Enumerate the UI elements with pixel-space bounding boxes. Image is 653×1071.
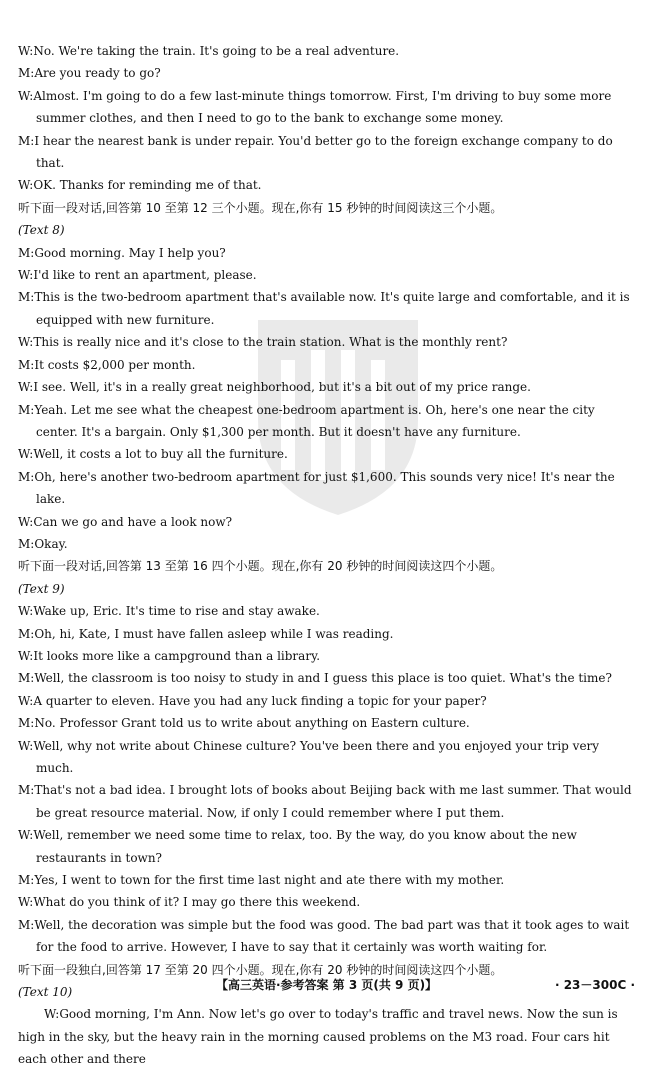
dialogue-line: W:I see. Well, it's in a really great neighborhood, but it's a bit out of my price range. xyxy=(18,380,531,395)
footer-page-info: 【高三英语·参考答案 第 3 页(共 9 页)】 xyxy=(215,978,438,992)
page-footer xyxy=(0,972,653,1002)
dialogue-line: M:Yeah. Let me see what the cheapest one-bedroom apartment is. Oh, here's one near the city center. It's a bargain. Only $1,300 per month. But it doesn't have any furniture. xyxy=(18,402,595,439)
footer-code: · 23－300C · xyxy=(554,978,635,992)
dialogue-line: M:Well, the decoration was simple but the food was good. The bad part was that it took ages to wait for the food to arrive. However, I have to say that it certainly was worth waiting for. xyxy=(18,917,630,955)
dialogue-line: M:Oh, here's another two-bedroom apartment for just $1,600. This sounds very nice! It's near the lake. xyxy=(18,469,615,507)
text-label: (Text 9) xyxy=(18,581,65,596)
dialogue-line: W:What do you think of it? I may go there this weekend. xyxy=(18,895,361,910)
dialogue-line: W:I'd like to rent an apartment, please. xyxy=(18,268,257,283)
dialogue-line: M:Okay. xyxy=(18,536,68,551)
dialogue-line: M:Oh, hi, Kate, I must have fallen asleep while I was reading. xyxy=(18,626,394,641)
dialogue-line: W:Can we go and have a look now? xyxy=(18,514,233,529)
dialogue-line: W:This is really nice and it's close to the train station. What is the monthly rent? xyxy=(18,335,508,350)
dialogue-line: W:No. We're taking the train. It's going to be a real adventure. xyxy=(18,44,400,58)
dialogue-line: M:Well, the classroom is too noisy to study in and I guess this place is too quiet. What's the time? xyxy=(18,671,612,686)
text-label: (Text 8) xyxy=(18,223,65,238)
instruction-line: 听下面一段对话,回答第 13 至第 16 四个小题。现在,你有 20 秒钟的时间阅读这四个小题。 xyxy=(18,559,503,574)
dialogue-line: W:OK. Thanks for reminding me of that. xyxy=(18,178,262,193)
dialogue-line: M:Are you ready to go? xyxy=(18,66,161,81)
monologue-paragraph: W:Good morning, I'm Ann. Now let's go over to today's traffic and travel news. Now the sun is high in the sky, but the heavy rain in the morning caused problems on the M3 road. Four cars hit each other and there xyxy=(18,1007,618,1067)
dialogue-line: W:Almost. I'm going to do a few last-minute things tomorrow. First, I'm driving to buy some more summer clothes, and then I need to go to the bank to exchange some money. xyxy=(18,88,612,126)
transcript-body xyxy=(18,40,638,1071)
dialogue-line: W:Well, it costs a lot to buy all the furniture. xyxy=(18,447,288,462)
instruction-line: 听下面一段对话,回答第 10 至第 12 三个小题。现在,你有 15 秒钟的时间阅读这三个小题。 xyxy=(18,200,503,215)
dialogue-line: W:It looks more like a campground than a library. xyxy=(18,648,321,663)
dialogue-line: W:Well, why not write about Chinese culture? You've been there and you enjoyed your trip very much. xyxy=(18,738,600,775)
dialogue-line: M:Yes, I went to town for the first time last night and ate there with my mother. xyxy=(18,873,505,888)
dialogue-line: M:I hear the nearest bank is under repair. You'd better go to the foreign exchange company to do that. xyxy=(18,133,613,171)
dialogue-line: M:Good morning. May I help you? xyxy=(18,245,226,260)
dialogue-line: W:Well, remember we need some time to relax, too. By the way, do you know about the new restaurants in town? xyxy=(18,828,577,865)
dialogue-line: M:It costs $2,000 per month. xyxy=(18,357,196,372)
dialogue-line: M:No. Professor Grant told us to write about anything on Eastern culture. xyxy=(18,716,470,731)
dialogue-line: M:This is the two-bedroom apartment that's available now. It's quite large and comfortable, and it is equipped with new furniture. xyxy=(18,290,630,327)
instruction-line: 听下面一段独白,回答第 17 至第 20 四个小题。现在,你有 20 秒钟的时间阅读这四个小题。 xyxy=(18,962,503,977)
dialogue-line: W:Wake up, Eric. It's time to rise and stay awake. xyxy=(18,604,320,619)
dialogue-line: W:A quarter to eleven. Have you had any luck finding a topic for your paper? xyxy=(18,693,487,708)
dialogue-line: M:That's not a bad idea. I brought lots of books about Beijing back with me last summer. That would be great resource material. Now, if only I could remember where I put them. xyxy=(18,783,632,820)
text-label: (Text 10) xyxy=(18,985,73,1000)
